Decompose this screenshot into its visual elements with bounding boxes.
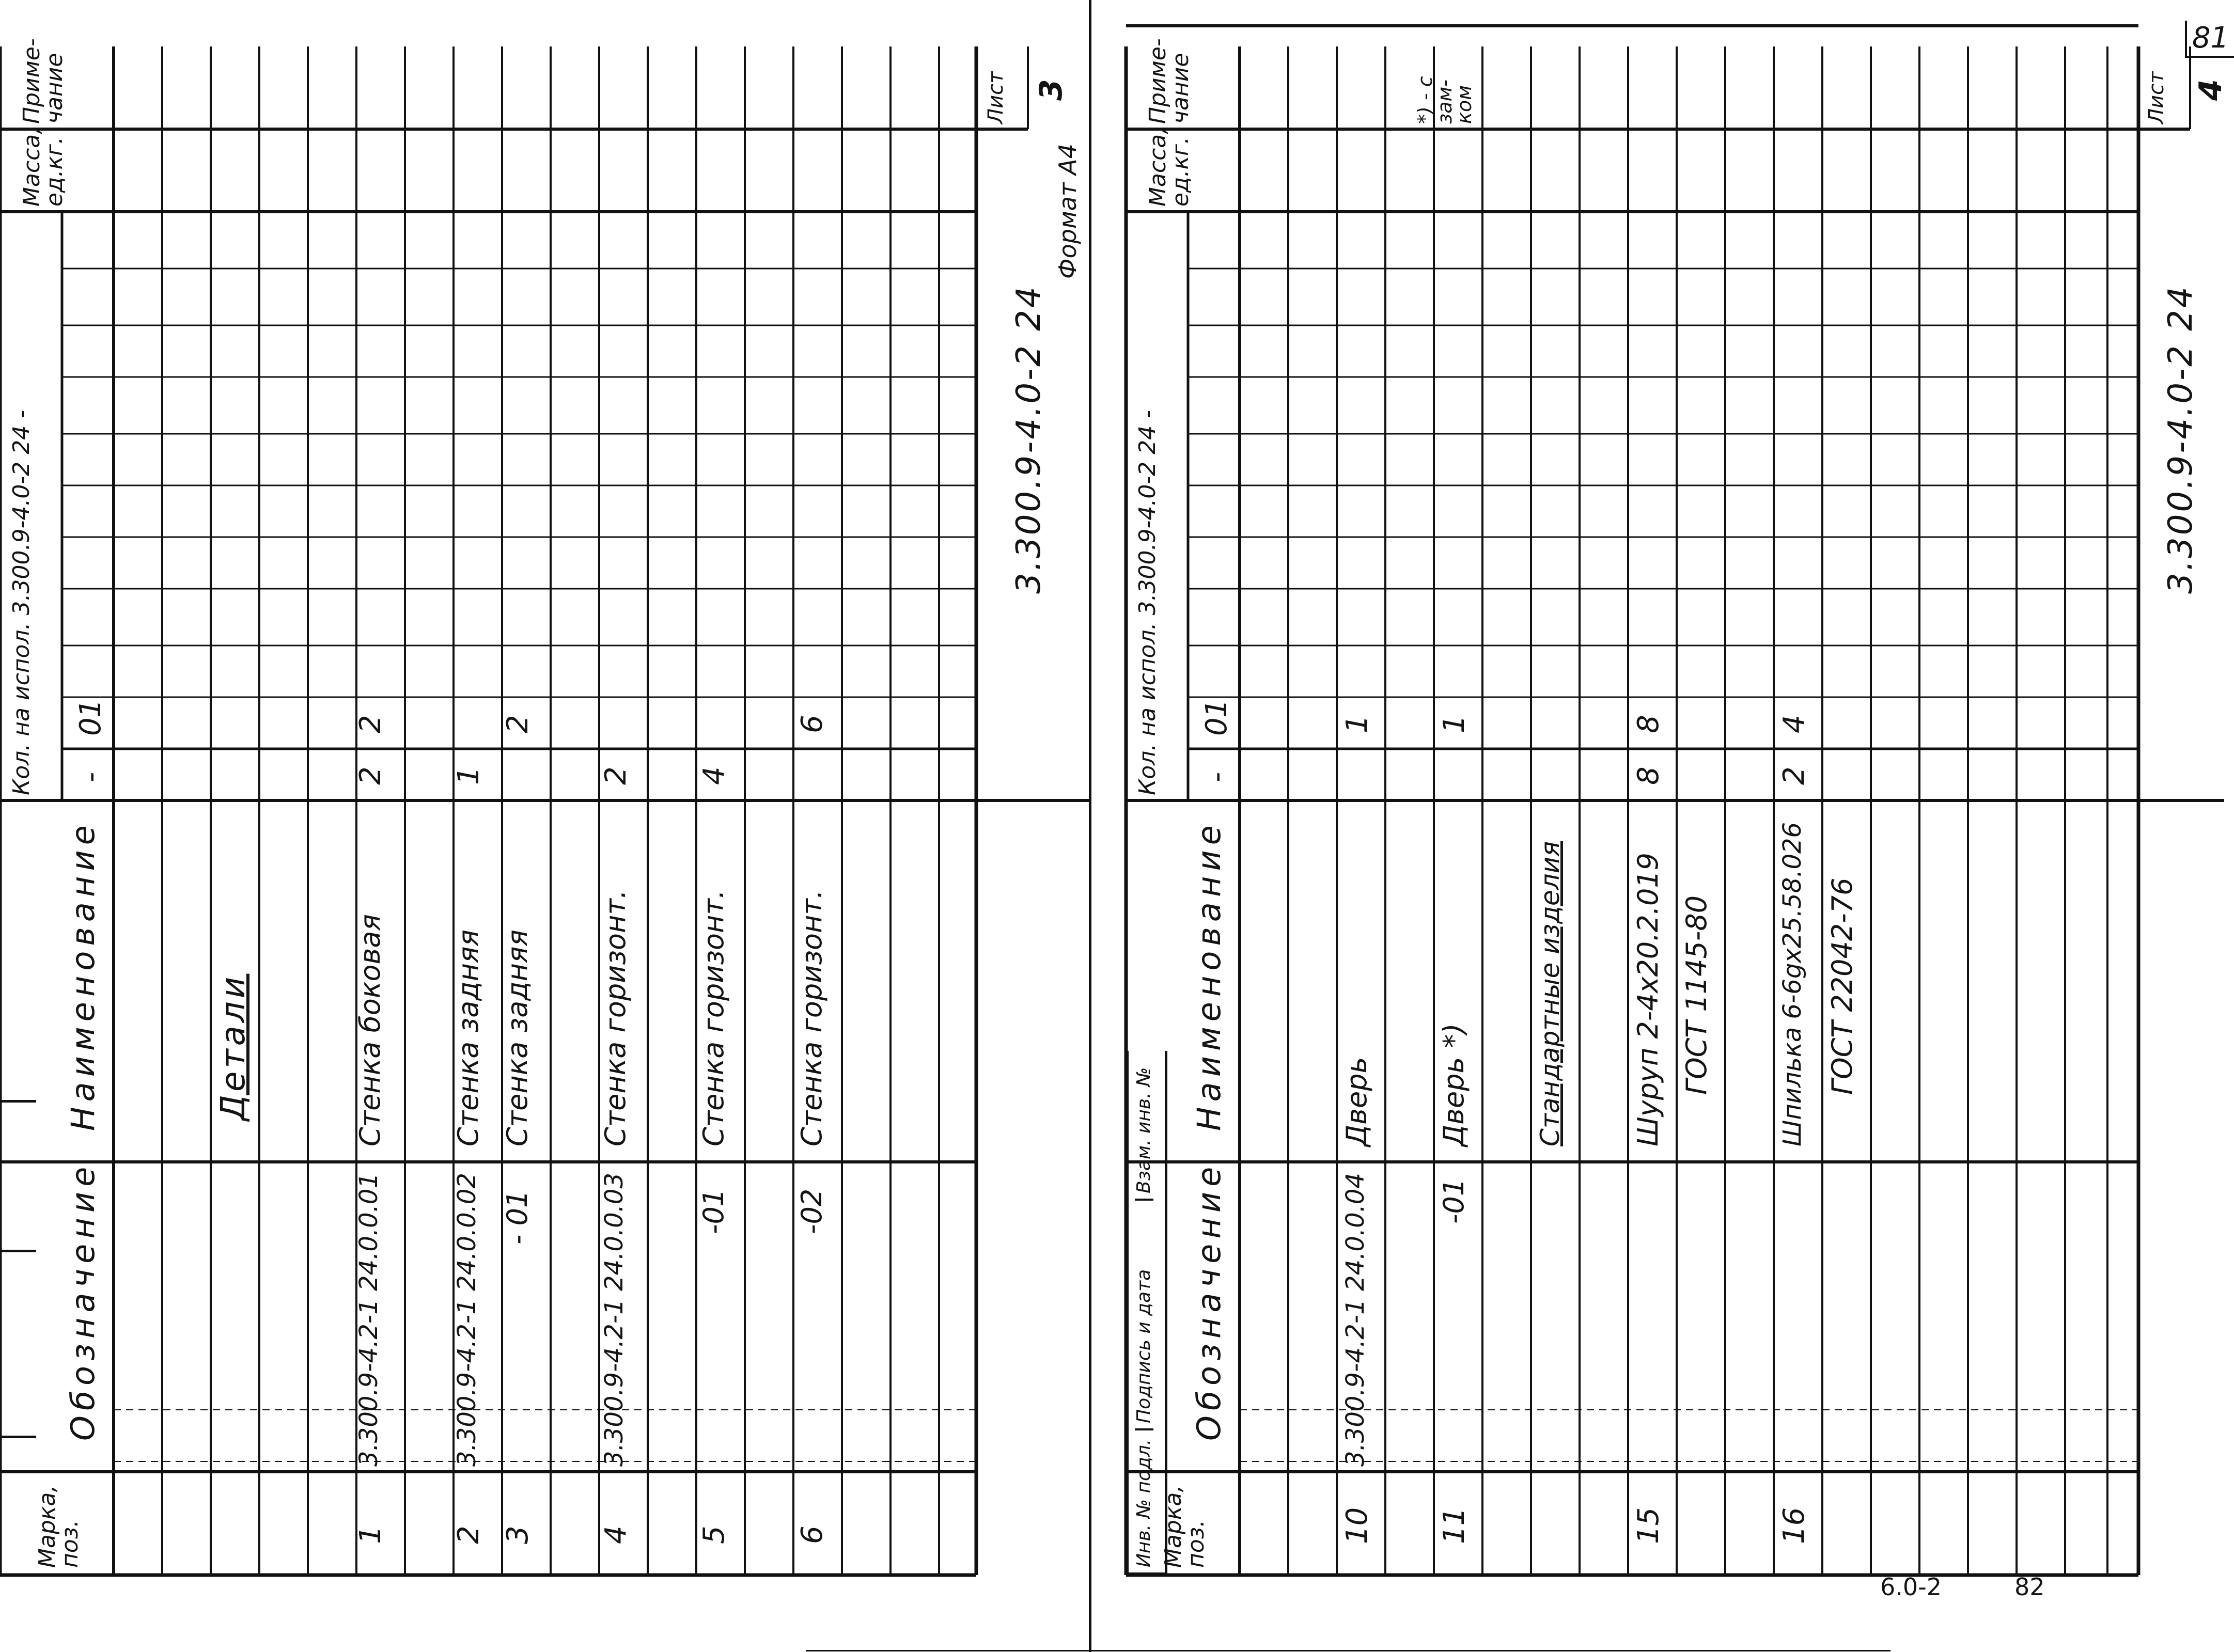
stamp-sign-date: Подпись и дата [1135, 1269, 1153, 1430]
row-2-q0: 1 [452, 766, 486, 785]
row-10-name: Дверь [1340, 1057, 1373, 1146]
side-stamp [1126, 1051, 1167, 1575]
row-1-q0: 2 [354, 766, 387, 785]
header-mass: Масса, ед.кг. [1145, 127, 1194, 207]
title-block-sheet-number: 4 [2193, 79, 2229, 101]
header-qty-01: 01 [74, 699, 107, 736]
title-block-sheet-number: 3 [1033, 79, 1069, 101]
page-number: 81 [2185, 21, 2234, 58]
row-4-designation: 3.300.9-4.2-1 24.0.0.03 [600, 1173, 629, 1467]
row-16-q1: 4 [1777, 715, 1811, 733]
left-margin-tick [0, 1250, 36, 1252]
sheet-divider [1089, 0, 1091, 1652]
row-15-name: Шуруп 2-4х20.2.019 [1632, 852, 1664, 1146]
left-sheet [0, 0, 1090, 1652]
row-5-name: Стенка горизонт. [697, 889, 730, 1146]
row-11-name: Дверь *) [1438, 1023, 1470, 1146]
row-3-mark: 3 [501, 1525, 535, 1544]
row-10-mark: 10 [1340, 1507, 1374, 1544]
table-row-section-title: Детали [214, 973, 253, 1121]
row-2-designation: 3.300.9-4.2-1 24.0.0.02 [452, 1173, 481, 1467]
row-4-q0: 2 [599, 766, 633, 785]
row-15-mark: 15 [1632, 1507, 1665, 1544]
header-qty-title: Кол. на испол. 3.300.9-4.0-2 24 - [1134, 410, 1161, 795]
left-margin-tick [0, 1100, 36, 1103]
header-mass: Масса, ед.кг. [19, 127, 68, 207]
row-10-q1: 1 [1340, 715, 1374, 733]
stamp-inv-podl: Инв. № подл. [1133, 1439, 1154, 1567]
row-1-q1: 2 [354, 715, 387, 733]
stamp-vzam-inv: Взам. инв. № [1135, 1067, 1153, 1201]
row-15-q0: 8 [1632, 766, 1665, 785]
footer-right: 82 [2014, 1573, 2045, 1601]
row-10-designation: 3.300.9-4.2-1 24.0.0.04 [1341, 1173, 1370, 1467]
row-2-name: Стенка задняя [452, 930, 485, 1146]
row-3-q1: 2 [501, 715, 535, 733]
header-name: Наименование [1190, 820, 1228, 1131]
title-block-code: 3.300.9-4.0-2 24 [1010, 285, 1048, 594]
row-16-q0: 2 [1777, 766, 1811, 785]
header-mark: Марка, поз. [1160, 1485, 1209, 1568]
left-spec-table [0, 38, 1090, 1575]
header-note: Приме- чание [19, 38, 68, 124]
header-qty-dash: - [1200, 772, 1233, 782]
footer-left: 6.0-2 [1880, 1573, 1942, 1601]
row-1-designation: 3.300.9-4.2-1 24.0.0.01 [354, 1173, 383, 1467]
header-designation: Обозначение [64, 1161, 102, 1441]
row-6-name: Стенка горизонт. [795, 889, 828, 1146]
row-5-q0: 4 [697, 766, 731, 785]
row-1-mark: 1 [354, 1525, 387, 1544]
title-block-code: 3.300.9-4.0-2 24 [2162, 285, 2200, 594]
row-11-designation: -01 [1438, 1178, 1470, 1224]
left-table-grid [0, 38, 1090, 1575]
row-11-note: *) - с зам- ком [1414, 76, 1476, 124]
header-qty-dash: - [74, 772, 107, 782]
title-block-sheet-label: Лист [984, 71, 1008, 124]
row-6-designation: -02 [795, 1188, 828, 1234]
format-label: Формат А4 [1054, 144, 1082, 279]
header-qty-title: Кол. на испол. 3.300.9-4.0-2 24 - [8, 410, 35, 795]
row-11-q1: 1 [1438, 715, 1471, 733]
row-4-mark: 4 [599, 1525, 633, 1544]
header-qty-01: 01 [1200, 699, 1233, 736]
row-3-name: Стенка задняя [501, 930, 534, 1146]
row-2-mark: 2 [452, 1525, 486, 1544]
row-16-name: Шпилька 6-6gх25.58.026 [1778, 822, 1807, 1146]
row-6-q1: 6 [795, 715, 829, 733]
left-margin-tick [0, 1436, 36, 1438]
row-5-mark: 5 [697, 1525, 731, 1544]
row-15-q1: 8 [1632, 715, 1665, 733]
header-designation: Обозначение [1190, 1161, 1228, 1441]
header-name: Наименование [64, 820, 102, 1131]
row-1-name: Стенка боковая [354, 914, 386, 1146]
row-5-designation: -01 [697, 1188, 730, 1234]
row-6-mark: 6 [795, 1525, 829, 1544]
header-note: Приме- чание [1145, 38, 1194, 124]
title-block-sheet-label: Лист [2145, 71, 2168, 124]
row-16-mark: 16 [1777, 1507, 1811, 1544]
row-16-standard: ГОСТ 22042-76 [1826, 877, 1858, 1095]
row-15-standard: ГОСТ 1145-80 [1680, 895, 1713, 1095]
row-3-designation: - 01 [501, 1190, 534, 1245]
section-standard-items: Стандартные изделия [1535, 841, 1565, 1146]
header-mark: Марка, поз. [34, 1485, 83, 1568]
row-4-name: Стенка горизонт. [599, 889, 632, 1146]
row-11-mark: 11 [1438, 1507, 1471, 1544]
right-sheet [1126, 0, 2229, 1652]
